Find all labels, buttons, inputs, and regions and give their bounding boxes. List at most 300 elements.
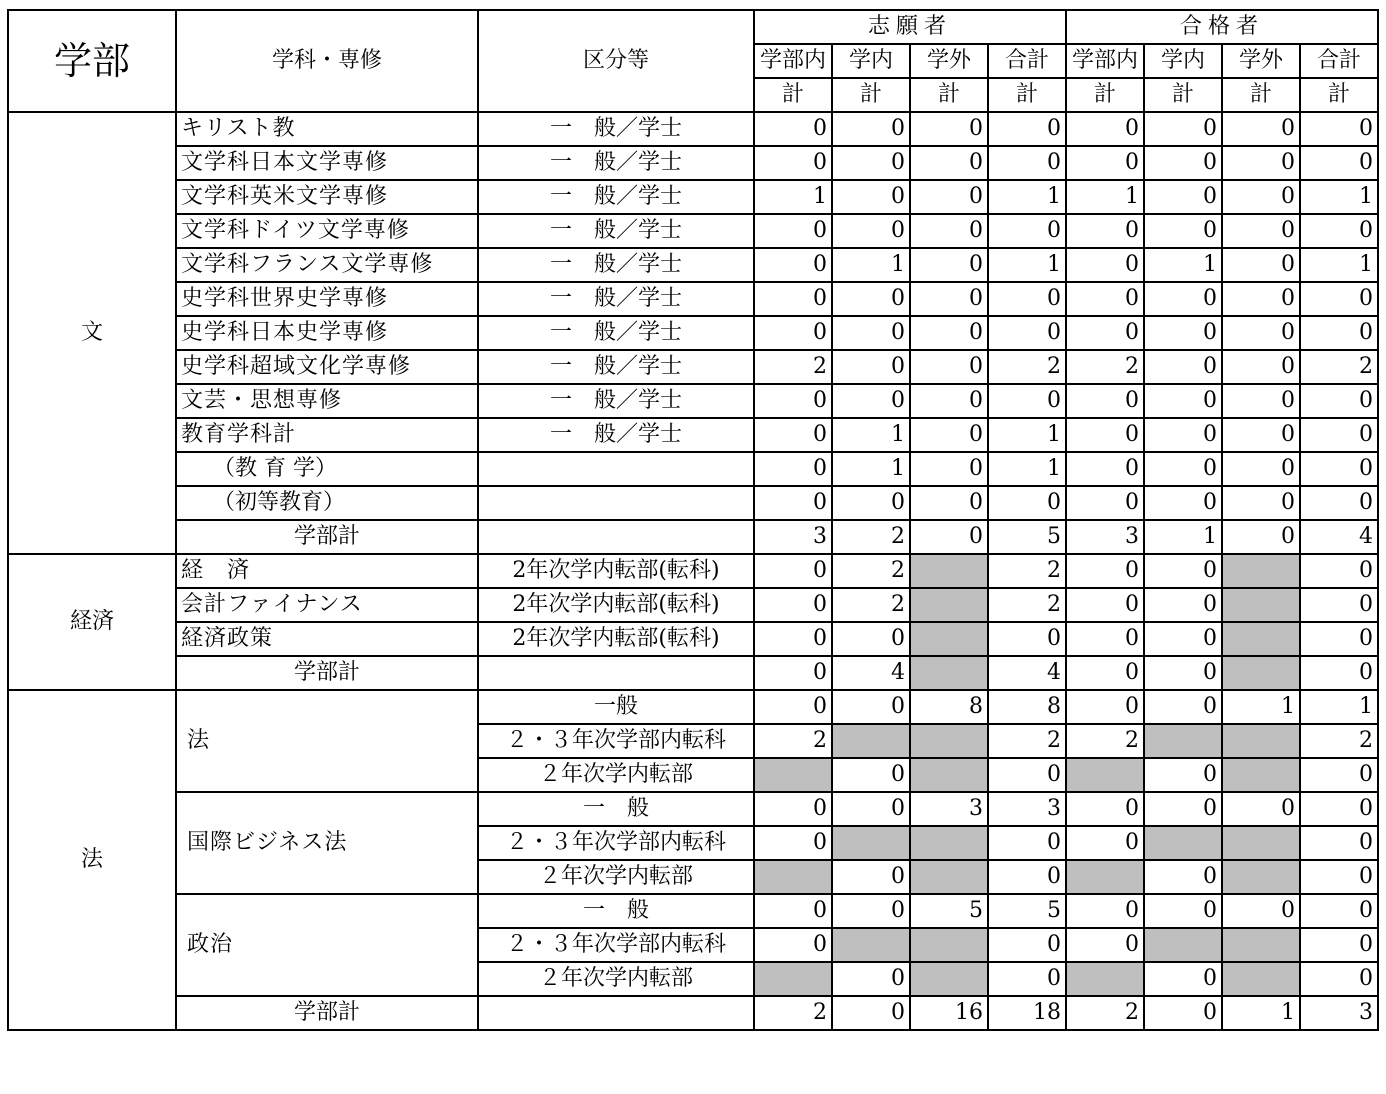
value-cell: 1 [1222, 690, 1300, 724]
course-name: （初等教育） [176, 486, 478, 520]
value-cell: 1 [832, 248, 910, 282]
value-cell: 0 [910, 316, 988, 350]
value-cell: 0 [910, 418, 988, 452]
value-cell: 0 [1144, 554, 1222, 588]
value-cell: 0 [1144, 112, 1222, 146]
value-cell: 0 [1066, 282, 1144, 316]
course-name: 史学科日本史学専修 [176, 316, 478, 350]
table-row [8, 486, 1378, 520]
value-cell: 0 [988, 146, 1066, 180]
value-cell: 0 [1066, 452, 1144, 486]
value-cell: 0 [1222, 214, 1300, 248]
value-cell: 2 [754, 350, 832, 384]
value-cell: 0 [832, 860, 910, 894]
table-row [8, 996, 1378, 1030]
gray-cell [910, 554, 988, 588]
value-cell: 0 [1300, 860, 1378, 894]
table-row [8, 248, 1378, 282]
value-cell: 2 [1066, 724, 1144, 758]
table-row [8, 656, 1378, 690]
value-cell: 0 [1300, 554, 1378, 588]
category-cell: 一 般／学士 [478, 214, 754, 248]
gray-cell [910, 860, 988, 894]
department-cell: 経済 [8, 554, 176, 690]
value-cell: 0 [1300, 622, 1378, 656]
value-cell: 5 [988, 894, 1066, 928]
course-name: 文芸・思想専修 [176, 384, 478, 418]
value-cell: 3 [754, 520, 832, 554]
value-cell: 2 [988, 724, 1066, 758]
value-cell: 0 [1144, 350, 1222, 384]
header-column-label: 学外 [910, 44, 988, 78]
value-cell: 0 [910, 384, 988, 418]
table-row [8, 282, 1378, 316]
course-name: 国際ビジネス法 [176, 792, 478, 894]
value-cell: 0 [754, 112, 832, 146]
gray-cell [1222, 724, 1300, 758]
course-name: 史学科超域文化学専修 [176, 350, 478, 384]
value-cell: 0 [1300, 826, 1378, 860]
gray-cell [910, 656, 988, 690]
gray-cell [1144, 928, 1222, 962]
gray-cell [1222, 928, 1300, 962]
value-cell: 4 [1300, 520, 1378, 554]
value-cell: 0 [910, 180, 988, 214]
category-cell: 一 般／学士 [478, 248, 754, 282]
category-cell: ２年次学内転部 [478, 860, 754, 894]
value-cell: 0 [1300, 758, 1378, 792]
gray-cell [910, 588, 988, 622]
value-cell: 0 [1144, 758, 1222, 792]
value-cell: 4 [988, 656, 1066, 690]
header-kei-label: 計 [1144, 78, 1222, 112]
category-cell: ２年次学内転部 [478, 962, 754, 996]
value-cell: 0 [754, 554, 832, 588]
value-cell: 0 [910, 112, 988, 146]
value-cell: 0 [1300, 792, 1378, 826]
value-cell: 0 [754, 826, 832, 860]
header-kei-label: 計 [832, 78, 910, 112]
header-kubun: 区分等 [478, 10, 754, 112]
header-shigansha: 志願者 [754, 10, 1066, 44]
value-cell: 0 [832, 894, 910, 928]
value-cell: 0 [754, 622, 832, 656]
value-cell: 0 [1300, 452, 1378, 486]
department-cell: 文 [8, 112, 176, 554]
course-name: 会計ファイナンス [176, 588, 478, 622]
category-cell: 一 般 [478, 894, 754, 928]
value-cell: 0 [1144, 588, 1222, 622]
category-cell: 一 般／学士 [478, 418, 754, 452]
value-cell: 0 [910, 486, 988, 520]
value-cell: 0 [1300, 928, 1378, 962]
value-cell: 5 [910, 894, 988, 928]
value-cell: 0 [754, 452, 832, 486]
value-cell: 0 [1222, 452, 1300, 486]
value-cell: 0 [1144, 180, 1222, 214]
value-cell: 0 [832, 146, 910, 180]
value-cell: 0 [1222, 520, 1300, 554]
value-cell: 1 [1144, 520, 1222, 554]
value-cell: 0 [1300, 214, 1378, 248]
value-cell: 0 [1222, 350, 1300, 384]
header-kei-label: 計 [1066, 78, 1144, 112]
value-cell: 0 [832, 316, 910, 350]
value-cell: 0 [1066, 486, 1144, 520]
value-cell: 0 [832, 384, 910, 418]
value-cell: 2 [1300, 724, 1378, 758]
value-cell: 0 [1066, 554, 1144, 588]
gray-cell [1222, 826, 1300, 860]
value-cell: 0 [1300, 486, 1378, 520]
category-cell: 一 般／学士 [478, 316, 754, 350]
value-cell: 1 [832, 418, 910, 452]
course-name: （教 育 学） [176, 452, 478, 486]
value-cell: 0 [1144, 452, 1222, 486]
value-cell: 0 [910, 214, 988, 248]
gray-cell [1222, 554, 1300, 588]
gray-cell [754, 758, 832, 792]
gray-cell [1066, 962, 1144, 996]
value-cell: 0 [1144, 962, 1222, 996]
course-name: キリスト教 [176, 112, 478, 146]
value-cell: 0 [1144, 792, 1222, 826]
value-cell: 1 [988, 452, 1066, 486]
value-cell: 0 [1144, 656, 1222, 690]
value-cell: 0 [988, 860, 1066, 894]
table-row [8, 622, 1378, 656]
table-row [8, 554, 1378, 588]
category-cell: 2年次学内転部(転科) [478, 554, 754, 588]
table-row [8, 146, 1378, 180]
gray-cell [910, 928, 988, 962]
value-cell: 0 [1066, 588, 1144, 622]
value-cell: 0 [1066, 656, 1144, 690]
value-cell: 0 [1300, 962, 1378, 996]
header-column-label: 学部内 [1066, 44, 1144, 78]
value-cell: 0 [910, 350, 988, 384]
category-cell: ２年次学内転部 [478, 758, 754, 792]
category-cell: 一 般／学士 [478, 282, 754, 316]
gray-cell [910, 622, 988, 656]
value-cell: 0 [1300, 418, 1378, 452]
value-cell: 1 [988, 180, 1066, 214]
subtotal-label: 学部計 [176, 520, 478, 554]
category-cell: ２・３年次学部内転科 [478, 928, 754, 962]
value-cell: 0 [832, 282, 910, 316]
course-name: 教育学科計 [176, 418, 478, 452]
gray-cell [910, 724, 988, 758]
header-kei-label: 計 [910, 78, 988, 112]
value-cell: 0 [1300, 282, 1378, 316]
value-cell: 0 [988, 316, 1066, 350]
table-row [8, 690, 1378, 724]
value-cell: 0 [1144, 996, 1222, 1030]
gray-cell [832, 826, 910, 860]
gray-cell [910, 758, 988, 792]
value-cell: 2 [832, 554, 910, 588]
value-cell: 0 [1066, 418, 1144, 452]
gray-cell [1144, 724, 1222, 758]
value-cell: 0 [832, 792, 910, 826]
value-cell: 1 [1144, 248, 1222, 282]
value-cell: 2 [754, 724, 832, 758]
value-cell: 0 [1300, 146, 1378, 180]
table-row [8, 588, 1378, 622]
value-cell: 2 [832, 520, 910, 554]
header-goukakusha: 合格者 [1066, 10, 1378, 44]
category-cell: ２・３年次学部内転科 [478, 724, 754, 758]
value-cell: 0 [910, 282, 988, 316]
value-cell: 0 [1300, 656, 1378, 690]
table-row [8, 452, 1378, 486]
value-cell: 0 [1222, 316, 1300, 350]
value-cell: 18 [988, 996, 1066, 1030]
value-cell: 0 [754, 282, 832, 316]
value-cell: 1 [988, 248, 1066, 282]
category-cell: 一 般／学士 [478, 146, 754, 180]
header-column-label: 学外 [1222, 44, 1300, 78]
value-cell: 2 [988, 588, 1066, 622]
header-kei-label: 計 [1300, 78, 1378, 112]
value-cell: 3 [1066, 520, 1144, 554]
admission-table [7, 9, 1379, 1031]
value-cell: 1 [1300, 180, 1378, 214]
gray-cell [1222, 758, 1300, 792]
value-cell: 0 [832, 486, 910, 520]
value-cell: 0 [988, 826, 1066, 860]
header-kei-label: 計 [988, 78, 1066, 112]
value-cell: 0 [1222, 486, 1300, 520]
value-cell: 0 [1066, 928, 1144, 962]
value-cell: 0 [1144, 860, 1222, 894]
value-cell: 0 [1300, 894, 1378, 928]
category-cell: 一 般 [478, 792, 754, 826]
value-cell: 0 [1300, 316, 1378, 350]
value-cell: 0 [754, 656, 832, 690]
gray-cell [1222, 656, 1300, 690]
header-kei-label: 計 [1222, 78, 1300, 112]
value-cell: 0 [832, 962, 910, 996]
value-cell: 0 [1066, 792, 1144, 826]
header-column-label: 合計 [988, 44, 1066, 78]
course-name: 政治 [176, 894, 478, 996]
table-row [8, 418, 1378, 452]
value-cell: 0 [1144, 214, 1222, 248]
value-cell: 0 [1066, 384, 1144, 418]
value-cell: 0 [832, 180, 910, 214]
course-name: 史学科世界史学専修 [176, 282, 478, 316]
gray-cell [1222, 860, 1300, 894]
value-cell: 2 [754, 996, 832, 1030]
value-cell: 0 [832, 622, 910, 656]
value-cell: 0 [988, 282, 1066, 316]
table-row [8, 316, 1378, 350]
value-cell: 8 [910, 690, 988, 724]
value-cell: 0 [754, 214, 832, 248]
value-cell: 0 [1066, 248, 1144, 282]
value-cell: 0 [1222, 792, 1300, 826]
gray-cell [754, 860, 832, 894]
value-cell: 0 [1066, 316, 1144, 350]
value-cell: 1 [832, 452, 910, 486]
value-cell: 0 [1144, 894, 1222, 928]
value-cell: 0 [832, 112, 910, 146]
value-cell: 0 [910, 248, 988, 282]
category-cell: 一 般／学士 [478, 180, 754, 214]
table-row [8, 520, 1378, 554]
value-cell: 0 [1144, 282, 1222, 316]
value-cell: 0 [1222, 180, 1300, 214]
category-cell: 2年次学内転部(転科) [478, 622, 754, 656]
value-cell: 8 [988, 690, 1066, 724]
value-cell: 0 [988, 962, 1066, 996]
value-cell: 0 [1144, 146, 1222, 180]
value-cell: 0 [754, 894, 832, 928]
value-cell: 0 [754, 486, 832, 520]
table-row [8, 180, 1378, 214]
header-column-label: 学内 [832, 44, 910, 78]
value-cell: 0 [754, 792, 832, 826]
value-cell: 2 [1300, 350, 1378, 384]
value-cell: 1 [1300, 690, 1378, 724]
value-cell: 0 [1144, 384, 1222, 418]
value-cell: 0 [754, 384, 832, 418]
value-cell: 0 [1144, 622, 1222, 656]
value-cell: 0 [832, 758, 910, 792]
header-kei-label: 計 [754, 78, 832, 112]
header-column-label: 学部内 [754, 44, 832, 78]
gray-cell [910, 826, 988, 860]
category-cell: 一 般／学士 [478, 350, 754, 384]
course-name: 経 済 [176, 554, 478, 588]
gray-cell [910, 962, 988, 996]
gray-cell [832, 928, 910, 962]
value-cell: 0 [754, 690, 832, 724]
value-cell: 0 [754, 418, 832, 452]
value-cell: 0 [1144, 316, 1222, 350]
value-cell: 0 [754, 316, 832, 350]
course-name: 文学科英米文学専修 [176, 180, 478, 214]
value-cell: 0 [988, 622, 1066, 656]
value-cell: 1 [1066, 180, 1144, 214]
value-cell: 0 [754, 928, 832, 962]
value-cell: 0 [1300, 112, 1378, 146]
table-row [8, 384, 1378, 418]
gray-cell [832, 724, 910, 758]
value-cell: 0 [1066, 894, 1144, 928]
value-cell: 0 [910, 146, 988, 180]
value-cell: 4 [832, 656, 910, 690]
table-body [8, 112, 1378, 1030]
value-cell: 0 [1222, 146, 1300, 180]
course-name: 法 [176, 690, 478, 792]
value-cell: 0 [1222, 384, 1300, 418]
subtotal-label: 学部計 [176, 656, 478, 690]
subtotal-label: 学部計 [176, 996, 478, 1030]
value-cell: 0 [754, 146, 832, 180]
value-cell: 0 [988, 758, 1066, 792]
course-name: 経済政策 [176, 622, 478, 656]
table-row [8, 214, 1378, 248]
value-cell: 0 [1222, 282, 1300, 316]
value-cell: 0 [988, 928, 1066, 962]
value-cell: 0 [1066, 690, 1144, 724]
course-name: 文学科ドイツ文学専修 [176, 214, 478, 248]
gray-cell [1222, 622, 1300, 656]
value-cell: 0 [988, 486, 1066, 520]
value-cell: 2 [1066, 350, 1144, 384]
header-column-label: 合計 [1300, 44, 1378, 78]
category-cell: 一般 [478, 690, 754, 724]
value-cell: 0 [988, 384, 1066, 418]
category-cell [478, 452, 754, 486]
gray-cell [1066, 860, 1144, 894]
category-cell: ２・３年次学部内転科 [478, 826, 754, 860]
value-cell: 0 [1066, 214, 1144, 248]
category-cell [478, 486, 754, 520]
category-cell [478, 996, 754, 1030]
value-cell: 2 [1066, 996, 1144, 1030]
value-cell: 0 [988, 112, 1066, 146]
value-cell: 2 [988, 350, 1066, 384]
course-name: 文学科日本文学専修 [176, 146, 478, 180]
value-cell: 5 [988, 520, 1066, 554]
value-cell: 0 [1222, 418, 1300, 452]
gray-cell [1222, 962, 1300, 996]
value-cell: 0 [1066, 826, 1144, 860]
category-cell: 一 般／学士 [478, 112, 754, 146]
category-cell [478, 520, 754, 554]
value-cell: 0 [832, 214, 910, 248]
table-header [8, 10, 1378, 112]
value-cell: 0 [754, 248, 832, 282]
value-cell: 1 [1222, 996, 1300, 1030]
value-cell: 0 [754, 588, 832, 622]
value-cell: 0 [1222, 248, 1300, 282]
value-cell: 0 [832, 690, 910, 724]
header-column-label: 学内 [1144, 44, 1222, 78]
header-gakubu: 学部 [8, 10, 176, 112]
value-cell: 2 [988, 554, 1066, 588]
value-cell: 0 [1300, 384, 1378, 418]
category-cell: 2年次学内転部(転科) [478, 588, 754, 622]
value-cell: 3 [988, 792, 1066, 826]
table-row [8, 894, 1378, 928]
value-cell: 1 [988, 418, 1066, 452]
course-name: 文学科フランス文学専修 [176, 248, 478, 282]
value-cell: 0 [832, 350, 910, 384]
value-cell: 0 [1066, 622, 1144, 656]
table-row [8, 792, 1378, 826]
gray-cell [1066, 758, 1144, 792]
value-cell: 0 [1066, 146, 1144, 180]
value-cell: 1 [1300, 248, 1378, 282]
table-row [8, 112, 1378, 146]
value-cell: 0 [832, 996, 910, 1030]
value-cell: 0 [1066, 112, 1144, 146]
table-row [8, 350, 1378, 384]
value-cell: 0 [1300, 588, 1378, 622]
gray-cell [1222, 588, 1300, 622]
gray-cell [1144, 826, 1222, 860]
header-gakka: 学科・専修 [176, 10, 478, 112]
department-cell: 法 [8, 690, 176, 1030]
value-cell: 0 [1222, 112, 1300, 146]
value-cell: 16 [910, 996, 988, 1030]
value-cell: 2 [832, 588, 910, 622]
value-cell: 1 [754, 180, 832, 214]
